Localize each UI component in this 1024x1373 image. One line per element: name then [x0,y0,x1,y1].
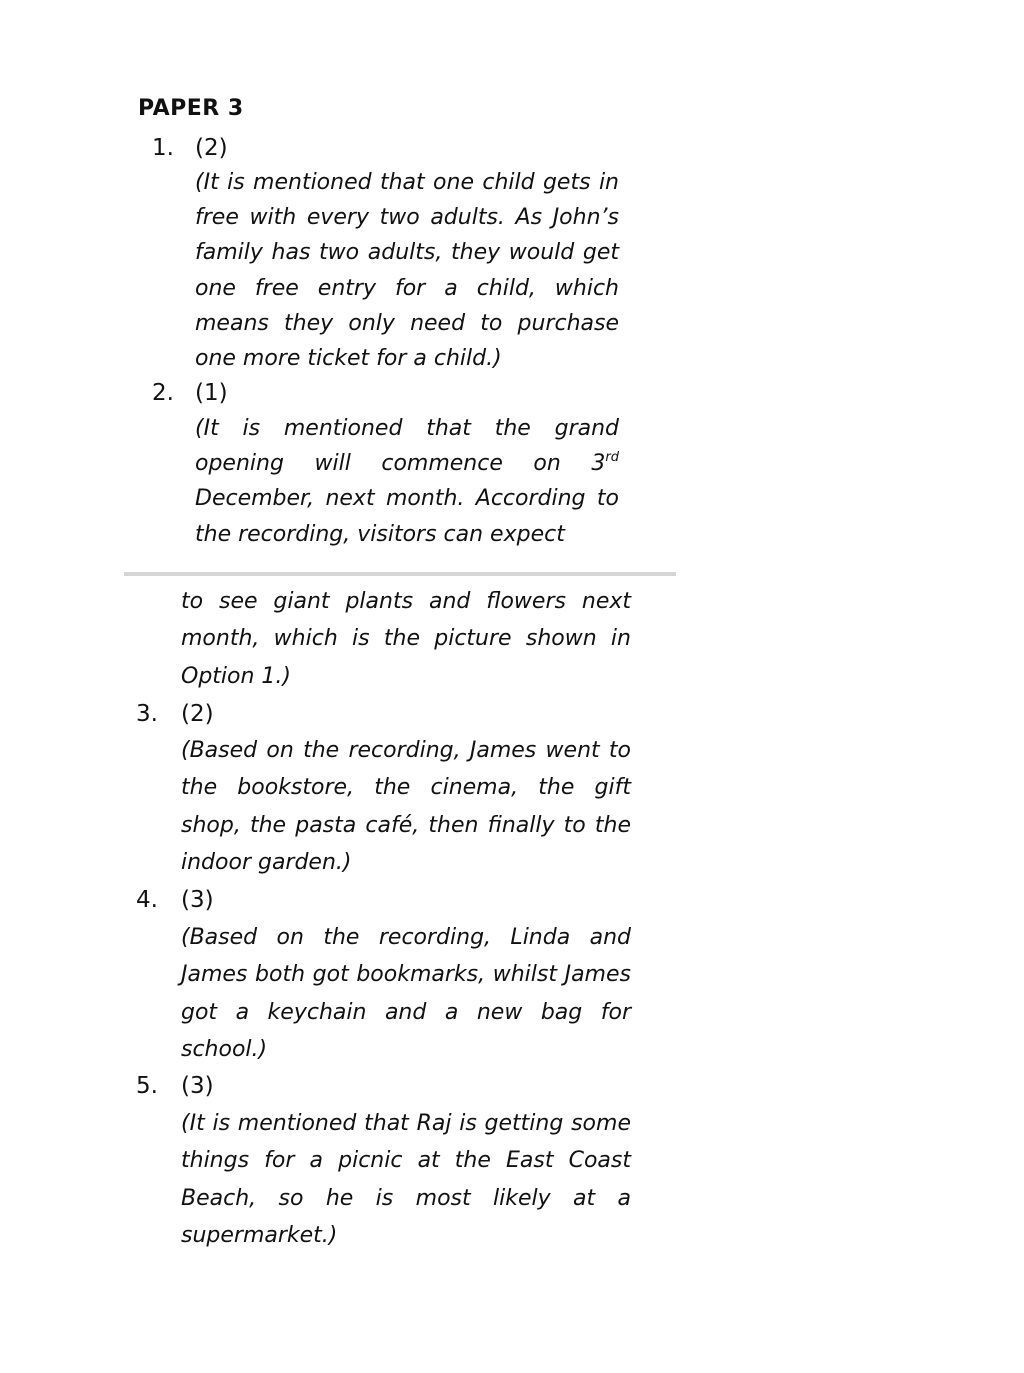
question-3-answer: (2) [181,701,214,727]
question-5-number: 5. [136,1073,158,1099]
paper-title: PAPER 3 [138,96,244,121]
question-3-explanation: (Based on the recording, James went to the bookstore, the cinema, the gift shop, the pasta café, then finally to the indoor garden.) [181,738,631,875]
question-1-answer: (2) [195,135,228,161]
question-1-number: 1. [152,135,174,161]
question-4-answer: (3) [181,887,214,913]
question-2-number: 2. [152,380,174,406]
question-1-explanation: (It is mentioned that one child gets in free with every two adults. As John’s family has two adults, they would get one free entry for a child, which means they only need to purchase one more ticket for a child.) [195,170,619,372]
q2-text-before: (It is mentioned that the grand opening will commence on 3 [195,416,619,477]
question-2-answer: (1) [195,380,228,406]
q2-text-after: December, next month. According to the recording, visitors can expect [195,486,619,547]
question-2-explanation-part2: to see giant plants and flowers next month, which is the picture shown in Option 1.) [181,589,631,689]
question-5-explanation: (It is mentioned that Raj is getting some things for a picnic at the East Coast Beach, so he is most likely at a supermarket.) [181,1111,631,1248]
question-4-explanation: (Based on the recording, Linda and James both got bookmarks, whilst James got a keychain and a new bag for school.) [181,925,631,1062]
question-3-number: 3. [136,701,158,727]
question-2-explanation-part1 [195,411,619,552]
question-4-number: 4. [136,887,158,913]
page-divider [124,572,676,576]
question-5-answer: (3) [181,1073,214,1099]
ordinal-suffix: rd [605,450,619,466]
